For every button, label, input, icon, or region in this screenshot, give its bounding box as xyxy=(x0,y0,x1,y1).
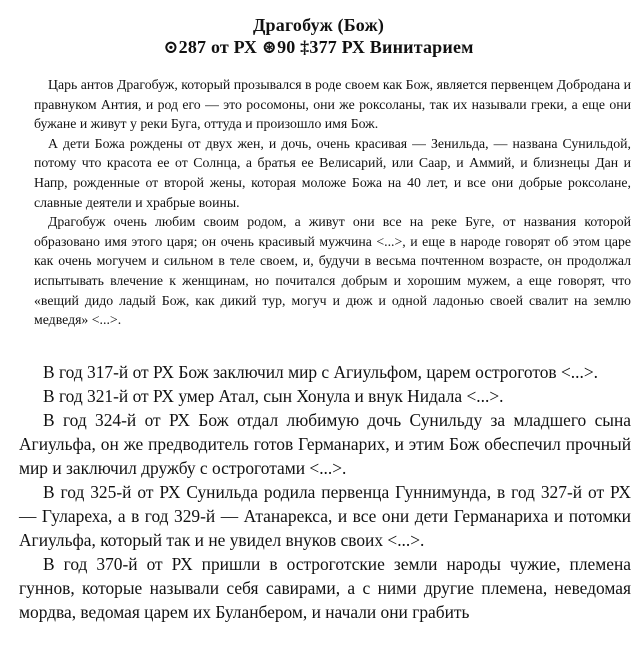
intro-paragraph: Царь антов Драгобуж, который прозывался в роде своем как Бож, является первенцем Добродана и правнуком Антия, и род его — это росомоны, они же роксоланы, так их называли греки, а еще они бужане и живут у реки Буга, оттуда и произошло имя Бож. xyxy=(34,77,631,132)
intro-paragraph: Драгобуж очень любим своим родом, а живут они все на реке Буге, от названия которой образовано имя этого царя; он очень красивый мужчина <...>, и еще в народе говорят об этом царе как очень могучем и сильном в теле своем, и, будучи в весьма почтенном возрасте, он продолжал испытывать влечение к женщинам, но почитался добрым и хорошим мужем, а еще говорят, что «вещий дидо ладый Бож, как дикий тур, могуч и дюж и одной ладонью своей свалит на землю медведя» <...>. xyxy=(34,214,631,328)
chronicle-paragraph: В год 317-й от РХ Бож заключил мир с Агиульфом, царем остроготов <...>. xyxy=(43,362,598,382)
intro-section xyxy=(34,75,631,330)
chronicle-paragraph: В год 325-й от РХ Сунильда родила первенца Гуннимунда, в год 327-й от РХ — Гулареха, а в год 329-й — Атанарекса, и все они дети Германариха и потомки Агиульфа, который так и не увидел внуков своих <...>. xyxy=(19,482,631,550)
chronicle-section xyxy=(19,360,631,624)
chronicle-paragraph: В год 370-й от РХ пришли в остроготские земли народы чужие, племена гуннов, которые называли себя савирами, а с ними другие племена, неведомая мордва, ведомая царем их Буланбером, и начали они грабить xyxy=(19,554,631,622)
chronicle-paragraph: В год 324-й от РХ Бож отдал любимую дочь Сунильду за младшего сына Агиульфа, он же предводитель готов Германарих, и этим Бож обеспечил прочный мир и заключил дружбу с остроготами <...>. xyxy=(19,410,631,478)
page-subtitle: ⊙287 от РХ ⊛90 ‡377 РХ Винитарием xyxy=(163,37,474,57)
page-title: Драгобуж (Бож) xyxy=(252,15,385,35)
chronicle-paragraph: В год 321-й от РХ умер Атал, сын Хонула и внук Нидала <...>. xyxy=(43,386,504,406)
intro-paragraph: А дети Божа рождены от двух жен, и дочь, очень красивая — Зенильда, — названа Сунильдой, потому что красота ее от Солнца, а братья ее Велисарий, или Саар, и Аммий, и близнецы Дан и Напр, рожденные от второй жены, которая моложе Божа на 40 лет, и все они добрые роксолане, славные деятели и храбрые воины. xyxy=(34,135,631,210)
